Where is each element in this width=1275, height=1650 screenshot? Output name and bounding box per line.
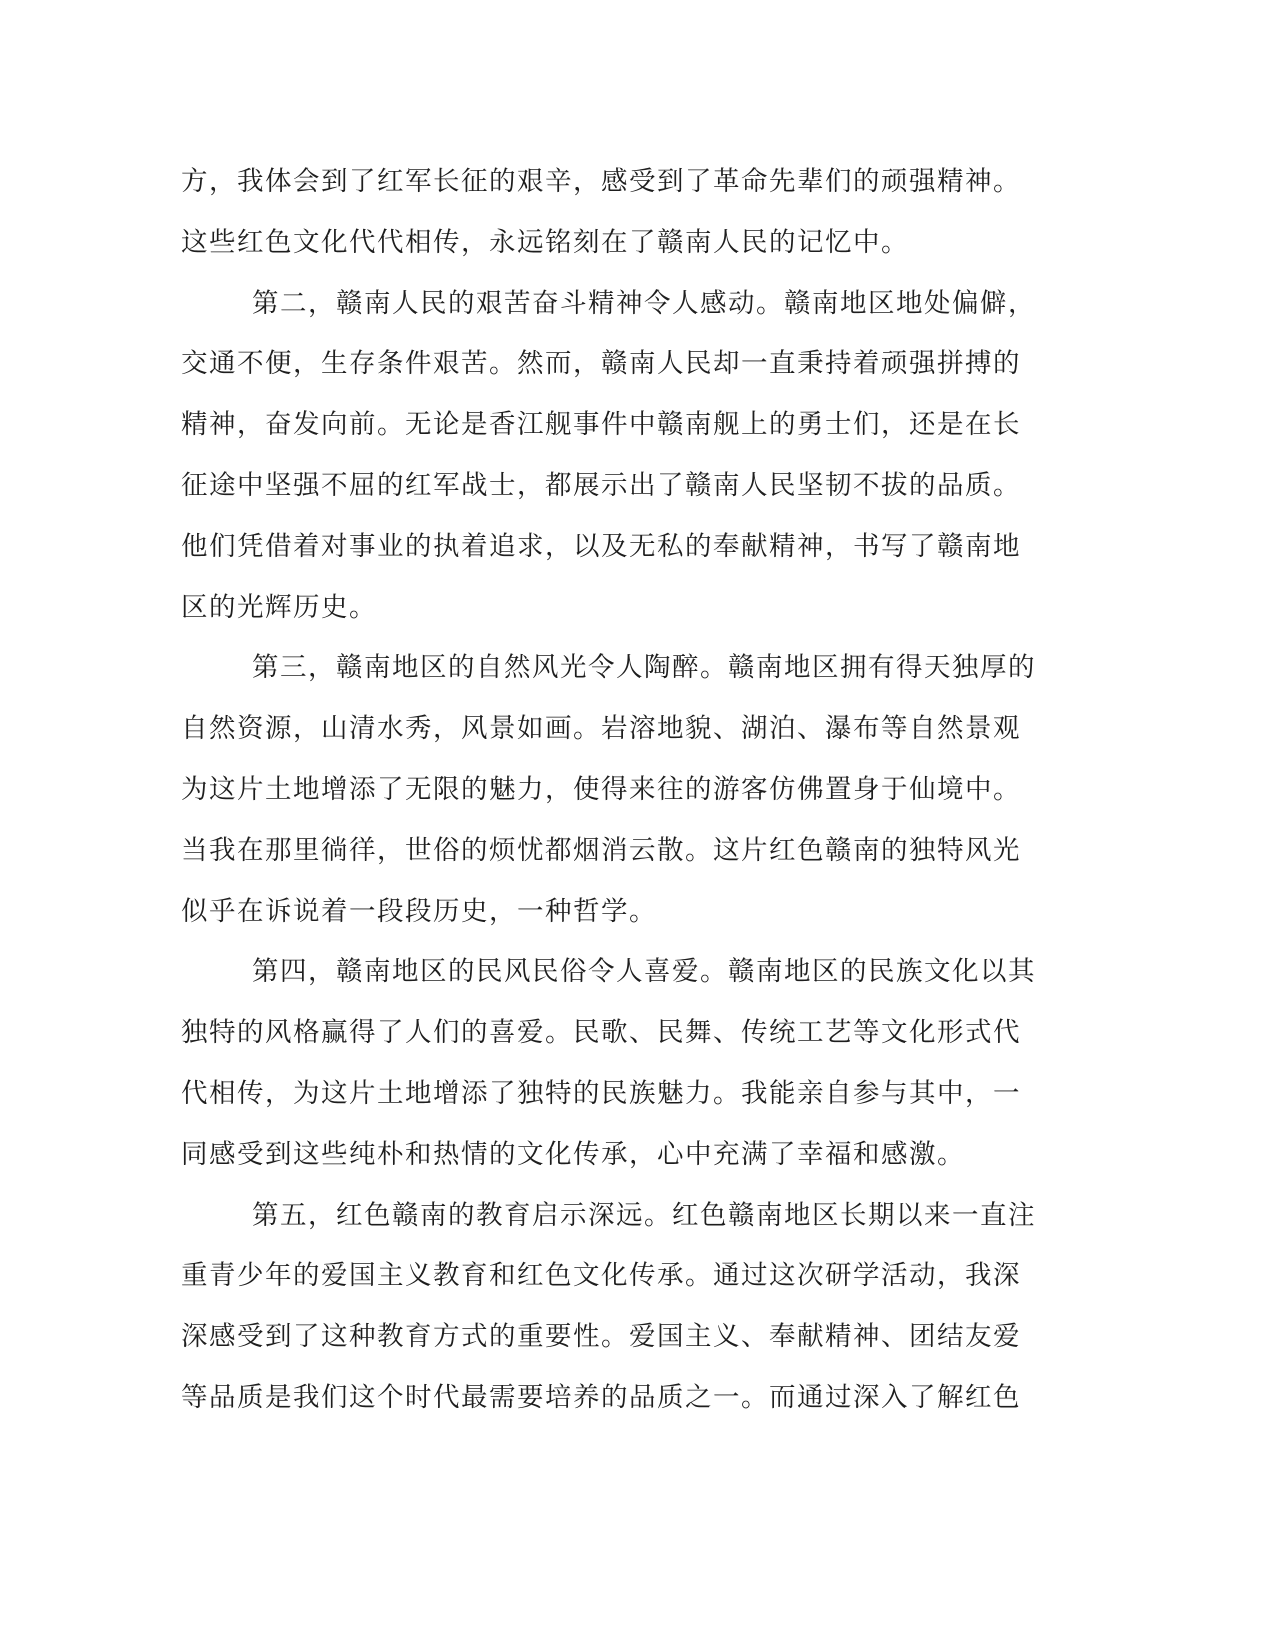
text-line: 他们凭借着对事业的执着追求，以及无私的奉献精神，书写了赣南地 <box>181 530 1021 562</box>
paragraph-start-line: 第四，赣南地区的民风民俗令人喜爱。赣南地区的民族文化以其 <box>252 956 1036 988</box>
text-line: 重青少年的爱国主义教育和红色文化传承。通过这次研学活动，我深 <box>181 1260 1021 1292</box>
paragraph-start-line: 第五，红色赣南的教育启示深远。红色赣南地区长期以来一直注 <box>252 1199 1036 1231</box>
text-line: 精神，奋发向前。无论是香江舰事件中赣南舰上的勇士们，还是在长 <box>181 409 1021 441</box>
text-line: 当我在那里徜徉，世俗的烦忧都烟消云散。这片红色赣南的独特风光 <box>181 834 1021 866</box>
text-line: 代相传，为这片土地增添了独特的民族魅力。我能亲自参与其中，一 <box>181 1077 1021 1109</box>
text-line: 深感受到了这种教育方式的重要性。爱国主义、奉献精神、团结友爱 <box>181 1321 1021 1353</box>
text-line: 同感受到这些纯朴和热情的文化传承，心中充满了幸福和感激。 <box>181 1138 965 1170</box>
text-line: 等品质是我们这个时代最需要培养的品质之一。而通过深入了解红色 <box>181 1381 1021 1413</box>
paragraph-start-line: 第三，赣南地区的自然风光令人陶醉。赣南地区拥有得天独厚的 <box>252 652 1036 684</box>
text-line: 这些红色文化代代相传，永远铭刻在了赣南人民的记忆中。 <box>181 226 909 258</box>
document-body <box>181 152 1036 1429</box>
text-line: 独特的风格赢得了人们的喜爱。民歌、民舞、传统工艺等文化形式代 <box>181 1017 1021 1049</box>
text-line: 自然资源，山清水秀，风景如画。岩溶地貌、湖泊、瀑布等自然景观 <box>181 713 1021 745</box>
text-line: 为这片土地增添了无限的魅力，使得来往的游客仿佛置身于仙境中。 <box>181 773 1021 805</box>
text-line: 似乎在诉说着一段段历史，一种哲学。 <box>181 895 657 927</box>
text-line: 征途中坚强不屈的红军战士，都展示出了赣南人民坚韧不拔的品质。 <box>181 469 1021 501</box>
paragraph-start-line: 第二，赣南人民的艰苦奋斗精神令人感动。赣南地区地处偏僻， <box>252 287 1036 319</box>
text-line: 交通不便，生存条件艰苦。然而，赣南人民却一直秉持着顽强拼搏的 <box>181 348 1021 380</box>
text-line: 区的光辉历史。 <box>181 591 377 623</box>
text-line: 方，我体会到了红军长征的艰辛，感受到了革命先辈们的顽强精神。 <box>181 166 1021 197</box>
